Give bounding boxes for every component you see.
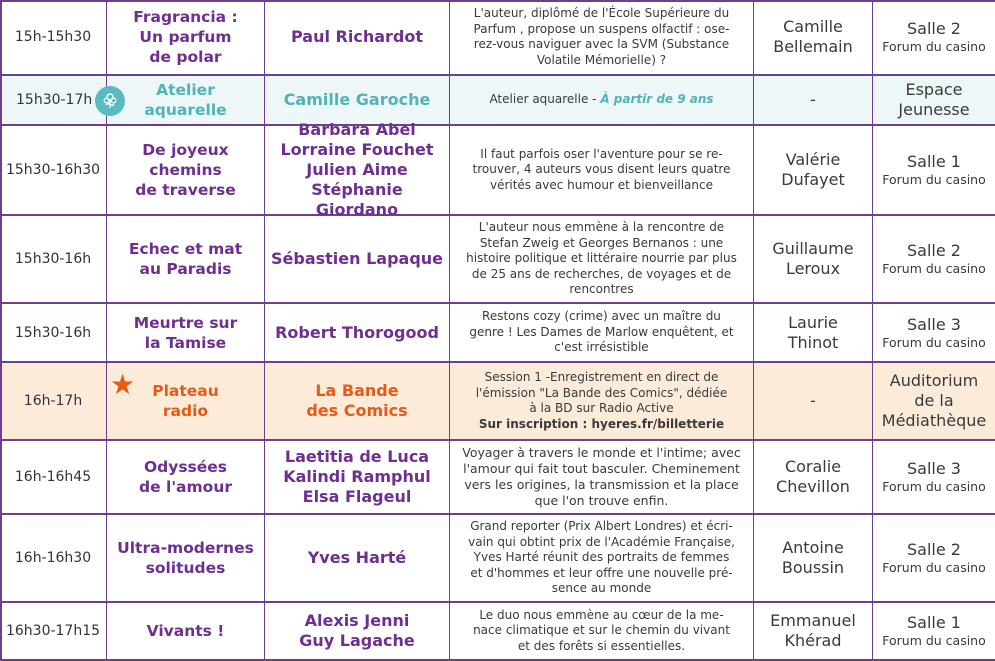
moderator-cell xyxy=(754,216,873,302)
description-line: Stefan Zweig et Georges Bernanos : une xyxy=(479,235,724,250)
title-cell xyxy=(107,603,265,659)
table-row xyxy=(0,363,995,441)
description-cell xyxy=(450,441,754,513)
moderator-cell xyxy=(754,126,873,214)
place-name: Espace xyxy=(905,80,963,99)
place-cell xyxy=(873,603,995,659)
title-line: De joyeux xyxy=(142,141,229,159)
title-line: chemins xyxy=(149,161,222,179)
description-line: L'auteur nous emmène à la rencontre de xyxy=(478,220,725,235)
place-subtitle: Forum du casino xyxy=(882,39,986,54)
title-line: Meurtre sur xyxy=(133,313,238,332)
moderator-line: - xyxy=(810,391,816,410)
place-cell xyxy=(873,363,995,439)
moderator-cell xyxy=(754,76,873,124)
title-line: solitudes xyxy=(145,559,226,577)
description-line: genre ! Les Dames de Marlow enquêtent, et xyxy=(469,324,734,339)
moderator-line: Coralie xyxy=(784,457,842,476)
moderator-line: Chevillon xyxy=(776,477,850,496)
flower-icon xyxy=(95,86,125,116)
author-name: Barbara Abel xyxy=(298,120,416,139)
title-line: Atelier xyxy=(156,81,215,99)
place-name: Salle 2 xyxy=(907,540,961,559)
author-name: Stéphanie Giordano xyxy=(311,180,403,219)
description-cell xyxy=(450,126,754,214)
moderator-line: Valérie xyxy=(785,150,841,169)
author-name: Alexis Jenni xyxy=(304,611,410,630)
description-cell xyxy=(450,76,754,124)
description-line: et d'hommes et leur offre une nouvelle pré- xyxy=(470,565,733,580)
time-cell: 15h30-16h xyxy=(0,216,107,302)
place-cell xyxy=(873,216,995,302)
place-subtitle: Forum du casino xyxy=(882,479,986,494)
author-name: Sébastien Lapaque xyxy=(270,249,444,268)
place-cell xyxy=(873,126,995,214)
title-cell xyxy=(107,216,265,302)
place-name: Salle 2 xyxy=(907,19,961,38)
title-cell xyxy=(107,304,265,361)
registration-link[interactable]: Sur inscription : hyeres.fr/billetterie xyxy=(478,416,725,431)
author-name: des Comics xyxy=(306,401,408,420)
time-text: 15h30-17h xyxy=(16,92,93,108)
author-name: Kalindi Ramphul xyxy=(283,467,431,486)
title-line: au Paradis xyxy=(139,260,232,278)
description-line: vers les origines, la transmission et la place xyxy=(464,477,739,492)
description-line: et des forêts si essentielles. xyxy=(517,638,686,653)
description-line: rez-vous naviguer avec la SVM (Substance xyxy=(473,37,730,51)
table-row xyxy=(0,76,995,126)
description-line: L'auteur, diplômé de l'École Supérieure du xyxy=(473,6,730,20)
time-cell: 15h30-16h xyxy=(0,304,107,361)
title-cell xyxy=(107,76,265,124)
author-name: Robert Thorogood xyxy=(275,322,439,342)
place-name: Jeunesse xyxy=(898,100,970,119)
title-cell xyxy=(107,441,265,513)
title-line: aquarelle xyxy=(144,101,227,119)
place-subtitle: Forum du casino xyxy=(882,560,986,575)
moderator-line: Laurie xyxy=(788,312,838,332)
place-subtitle: Forum du casino xyxy=(882,172,986,187)
moderator-line: Leroux xyxy=(785,259,841,278)
description-line: vain qui obtint prix de l'Académie Française, xyxy=(468,534,735,549)
moderator-line: - xyxy=(810,90,816,109)
title-line: la Tamise xyxy=(144,333,227,352)
description-line: sence au monde xyxy=(551,581,652,596)
description-line: Parfum , propose un suspens olfactif : ose- xyxy=(473,21,730,36)
place-subtitle: Forum du casino xyxy=(882,261,986,276)
moderator-line: Khérad xyxy=(784,631,842,650)
time-cell: 16h30-17h15 xyxy=(0,603,107,659)
description-line: vérités avec humour et bienveillance xyxy=(489,177,713,192)
moderator-cell xyxy=(754,515,873,601)
place-subtitle: Forum du casino xyxy=(882,334,986,350)
table-left-border xyxy=(0,0,2,661)
place-name: Médiathèque xyxy=(881,411,987,430)
description-line: l'amour qui fait tout basculer. Cheminement xyxy=(463,461,740,476)
description-cell xyxy=(450,515,754,601)
star-icon: ★ xyxy=(110,368,136,401)
title-line: Fragrancia : xyxy=(133,8,238,26)
moderator-cell xyxy=(754,304,873,361)
time-cell xyxy=(0,76,107,124)
moderator-line: Camille xyxy=(783,17,843,36)
authors-cell xyxy=(265,515,450,601)
description-line: Yves Harté réunit des portraits de femmes xyxy=(473,550,730,565)
title-cell xyxy=(107,515,265,601)
place-cell xyxy=(873,76,995,124)
description-line: de 25 ans de recherches, de voyages et de xyxy=(471,266,732,281)
place-name: Salle 1 xyxy=(907,613,961,632)
moderator-line: Bellemain xyxy=(773,37,853,56)
description-line: Restons cozy (crime) avec un maître du xyxy=(482,309,721,324)
author-name: Julien Aime xyxy=(306,160,408,179)
description-cell xyxy=(450,603,754,659)
title-line: de traverse xyxy=(135,181,236,199)
table-row xyxy=(0,0,995,76)
table-row xyxy=(0,603,995,661)
title-line: de polar xyxy=(149,48,222,66)
title-line: radio xyxy=(162,402,209,420)
authors-cell xyxy=(265,216,450,302)
place-name: Salle 1 xyxy=(907,152,961,171)
authors-cell xyxy=(265,603,450,659)
age-notice: À partir de 9 ans xyxy=(600,92,714,107)
author-name: Paul Richardot xyxy=(291,27,423,46)
description-line: Volatile Mémorielle) ? xyxy=(536,52,667,67)
author-name: Elsa Flageul xyxy=(302,487,412,506)
description-line: trouver, 4 auteurs vous disent leurs quatre xyxy=(472,162,731,177)
description-line: que l'on trouve enfin. xyxy=(534,493,669,508)
description-cell xyxy=(450,363,754,439)
place-name: Salle 3 xyxy=(907,314,961,334)
moderator-line: Thinot xyxy=(787,332,839,352)
author-name: Guy Lagache xyxy=(299,631,415,650)
table-row xyxy=(0,441,995,515)
authors-cell xyxy=(265,441,450,513)
author-name: La Bande xyxy=(315,381,399,400)
description-line: nace climatique et sur le chemin du vivant xyxy=(473,623,730,638)
description-line: Grand reporter (Prix Albert Londres) et écri- xyxy=(470,519,733,534)
table-row xyxy=(0,515,995,603)
moderator-cell xyxy=(754,603,873,659)
moderator-cell xyxy=(754,441,873,513)
title-line: Vivants ! xyxy=(146,622,225,640)
place-cell xyxy=(873,304,995,361)
authors-cell xyxy=(265,363,450,439)
time-cell: 16h-17h xyxy=(0,363,107,439)
description-line: Le duo nous emmène au cœur de la me- xyxy=(479,607,724,622)
time-cell: 16h-16h30 xyxy=(0,515,107,601)
description-text: Atelier aquarelle - xyxy=(489,92,601,107)
title-line: Echec et mat xyxy=(128,240,243,258)
description-line: Session 1 -Enregistrement en direct de xyxy=(484,370,719,384)
table-row xyxy=(0,120,995,219)
title-line: Odyssées xyxy=(143,458,228,476)
authors-cell xyxy=(265,0,450,74)
authors-cell xyxy=(265,304,450,361)
moderator-line: Antoine xyxy=(782,538,844,557)
authors-cell xyxy=(265,76,450,124)
place-cell xyxy=(873,0,995,74)
table-row xyxy=(0,216,995,304)
moderator-cell xyxy=(754,0,873,74)
description-line: c'est irrésistible xyxy=(554,340,649,355)
place-subtitle: Forum du casino xyxy=(882,633,986,648)
description-line: l'émission "La Bande des Comics", dédiée xyxy=(475,385,728,400)
title-cell xyxy=(107,126,265,214)
time-cell: 16h-16h45 xyxy=(0,441,107,513)
title-line: de l'amour xyxy=(139,478,232,496)
authors-cell xyxy=(265,120,450,219)
title-line: Ultra-modernes xyxy=(117,539,254,557)
place-name: Salle 2 xyxy=(907,241,961,260)
moderator-line: Guillaume xyxy=(772,239,854,258)
author-name: Laetitia de Luca xyxy=(284,447,430,466)
description-line: histoire politique et littéraire nourrie par plus xyxy=(466,251,737,266)
title-cell xyxy=(107,0,265,74)
moderator-line: Boussin xyxy=(781,558,845,577)
table-row xyxy=(0,304,995,363)
moderator-line: Dufayet xyxy=(781,170,845,189)
author-name: Camille Garoche xyxy=(283,90,431,109)
place-name: Auditorium xyxy=(889,371,979,390)
author-name: Yves Harté xyxy=(307,548,407,567)
place-cell xyxy=(873,441,995,513)
moderator-line: Emmanuel xyxy=(770,611,856,630)
place-name: Salle 3 xyxy=(907,459,961,478)
description-line: Voyager à travers le monde et l'intime; avec xyxy=(462,445,741,460)
time-cell: 15h-15h30 xyxy=(0,0,107,74)
moderator-cell xyxy=(754,363,873,439)
description-cell xyxy=(450,216,754,302)
place-cell xyxy=(873,515,995,601)
title-line: Un parfum xyxy=(139,28,232,46)
description-line: Il faut parfois oser l'aventure pour se re- xyxy=(480,146,723,161)
description-cell xyxy=(450,304,754,361)
title-line: Plateau xyxy=(152,382,219,400)
place-name: de la xyxy=(914,391,954,410)
author-name: Lorraine Fouchet xyxy=(280,140,434,159)
description-line: rencontres xyxy=(569,282,634,297)
time-cell: 15h30-16h30 xyxy=(0,126,107,214)
description-line: à la BD sur Radio Active xyxy=(529,401,674,415)
description-cell xyxy=(450,0,754,74)
